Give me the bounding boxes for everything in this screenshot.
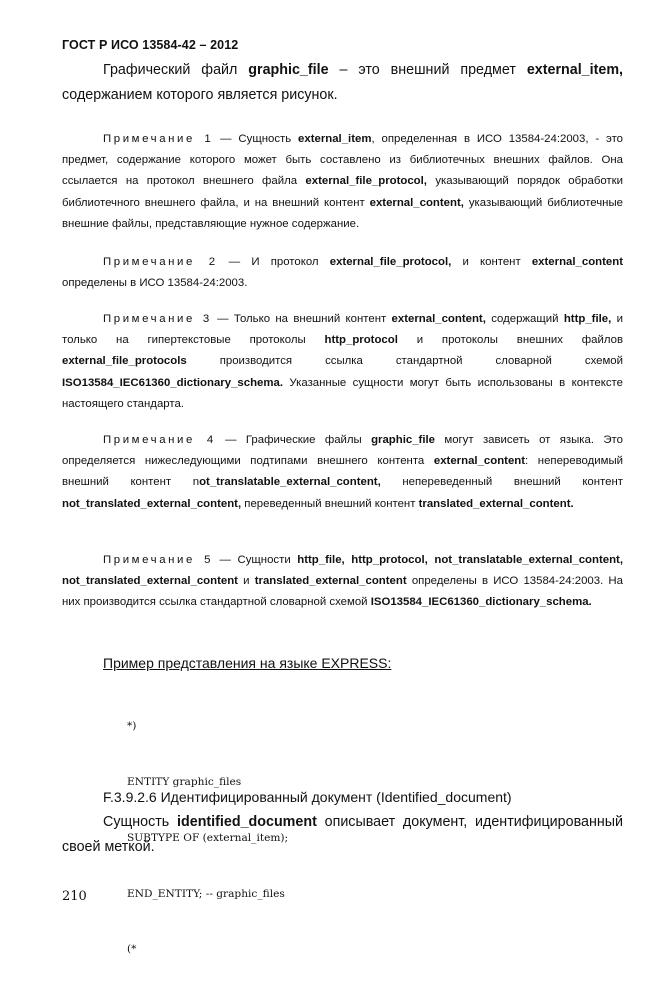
term: external_item <box>298 133 372 145</box>
term: ISO13584_IEC61360_dictionary_schema. <box>370 596 592 609</box>
text: и <box>237 575 255 588</box>
note-label: Примечание 1 <box>103 133 214 145</box>
term: external_content, <box>369 196 464 209</box>
term: not_translatable_external_content, <box>434 554 623 566</box>
term: http_file, <box>297 554 345 566</box>
note-2 <box>62 252 623 294</box>
text: Графический файл <box>103 62 249 78</box>
term: external_file_protocol, <box>329 256 452 268</box>
text: указывающий порядок обработки библиотечного внешнего файла, и на внешний контент <box>62 175 623 209</box>
text: и только на гипертекстовые протоколы <box>62 313 623 347</box>
text: — Графические файлы <box>215 434 372 446</box>
code-line: END_ENTITY; -- graphic_files <box>127 887 285 900</box>
text: указывающий библиотечные внешние файлы, представляющие нужное содержание. <box>62 196 623 230</box>
term: identified_document <box>177 814 317 830</box>
term: ot_translatable_external_content, <box>199 476 381 489</box>
text: могут зависеть от языка. Это определяется нижеследующими подтипами внешнего контента <box>62 434 623 468</box>
term: external_file_protocols <box>62 355 187 368</box>
code-line: SUBTYPE OF (external_item); <box>127 831 289 844</box>
term: graphic_file <box>248 62 329 78</box>
term: http_file, <box>563 313 612 325</box>
term: translated_external_content. <box>418 497 574 510</box>
document-header: ГОСТ Р ИСО 13584-42 – 2012 <box>62 38 239 52</box>
text: описывает документ, идентифицированный своей меткой. <box>62 814 624 855</box>
term: ISO13584_IEC61360_dictionary_schema. <box>62 376 283 389</box>
note-1 <box>62 129 623 235</box>
term: external_content <box>433 455 526 468</box>
section-heading: F.3.9.2.6 Идентифицированный документ (Identified_document) <box>103 789 512 805</box>
text: и протоколы внешних файлов <box>397 334 623 347</box>
text: — И протокол <box>217 256 330 268</box>
term: external_item, <box>526 62 623 78</box>
text: : непереводимый внешний контент n <box>62 455 623 489</box>
text: и контент <box>451 256 532 268</box>
text: производится ссылка стандартной словарной схемой <box>186 355 623 368</box>
term: external_content <box>531 256 623 268</box>
text: содержащий <box>485 313 564 325</box>
note-label: Примечание 4 <box>103 434 216 446</box>
text: переведенный внешний контент <box>241 497 419 510</box>
note-label: Примечание 5 <box>103 554 214 566</box>
text: — Сущность <box>213 133 299 145</box>
code-line: *) <box>127 720 137 733</box>
text: определены в ИСО 13584-24:2003. <box>62 277 248 290</box>
text: , определенная в ИСО 13584-24:2003, - это предмет, содержание которого может быть составлено из библиотечных внешних файлов. Она ссылается на протокол внешнего файла <box>62 133 623 188</box>
note-label: Примечание 3 <box>103 313 212 325</box>
page-number: 210 <box>62 889 87 904</box>
paragraph-graphic-file <box>62 58 623 107</box>
note-label: Примечание 2 <box>103 256 218 268</box>
code-line: (* <box>127 943 137 956</box>
text: — Только на внешний контент <box>211 313 392 325</box>
text: – это внешний предмет <box>328 62 527 78</box>
term: external_file_protocol, <box>305 175 427 188</box>
text: Указанные сущности могут быть использованы в контексте настоящего стандарта. <box>62 376 623 410</box>
text: содержанием которого является рисунок. <box>62 86 338 103</box>
note-4 <box>62 430 623 515</box>
term: http_protocol, <box>351 554 428 566</box>
term: not_translated_external_content, <box>62 497 242 510</box>
code-line: ENTITY graphic_files <box>127 775 242 788</box>
example-title: Пример представления на языке EXPRESS: <box>103 655 392 671</box>
note-5 <box>62 550 623 614</box>
term: translated_external_content <box>254 575 407 588</box>
term: http_protocol <box>324 334 398 347</box>
text: — Сущности <box>213 554 298 566</box>
term: graphic_file <box>371 434 436 446</box>
text: непереведенный внешний контент <box>380 476 623 489</box>
term: not_translated_external_content <box>62 575 238 588</box>
paragraph-identified-document <box>62 810 623 859</box>
text: Сущность <box>103 814 178 830</box>
note-3 <box>62 309 623 415</box>
term: external_content, <box>391 313 486 325</box>
text: определены в ИСО 13584-24:2003. На них производится ссылка стандартной словарной схемой <box>62 575 623 609</box>
